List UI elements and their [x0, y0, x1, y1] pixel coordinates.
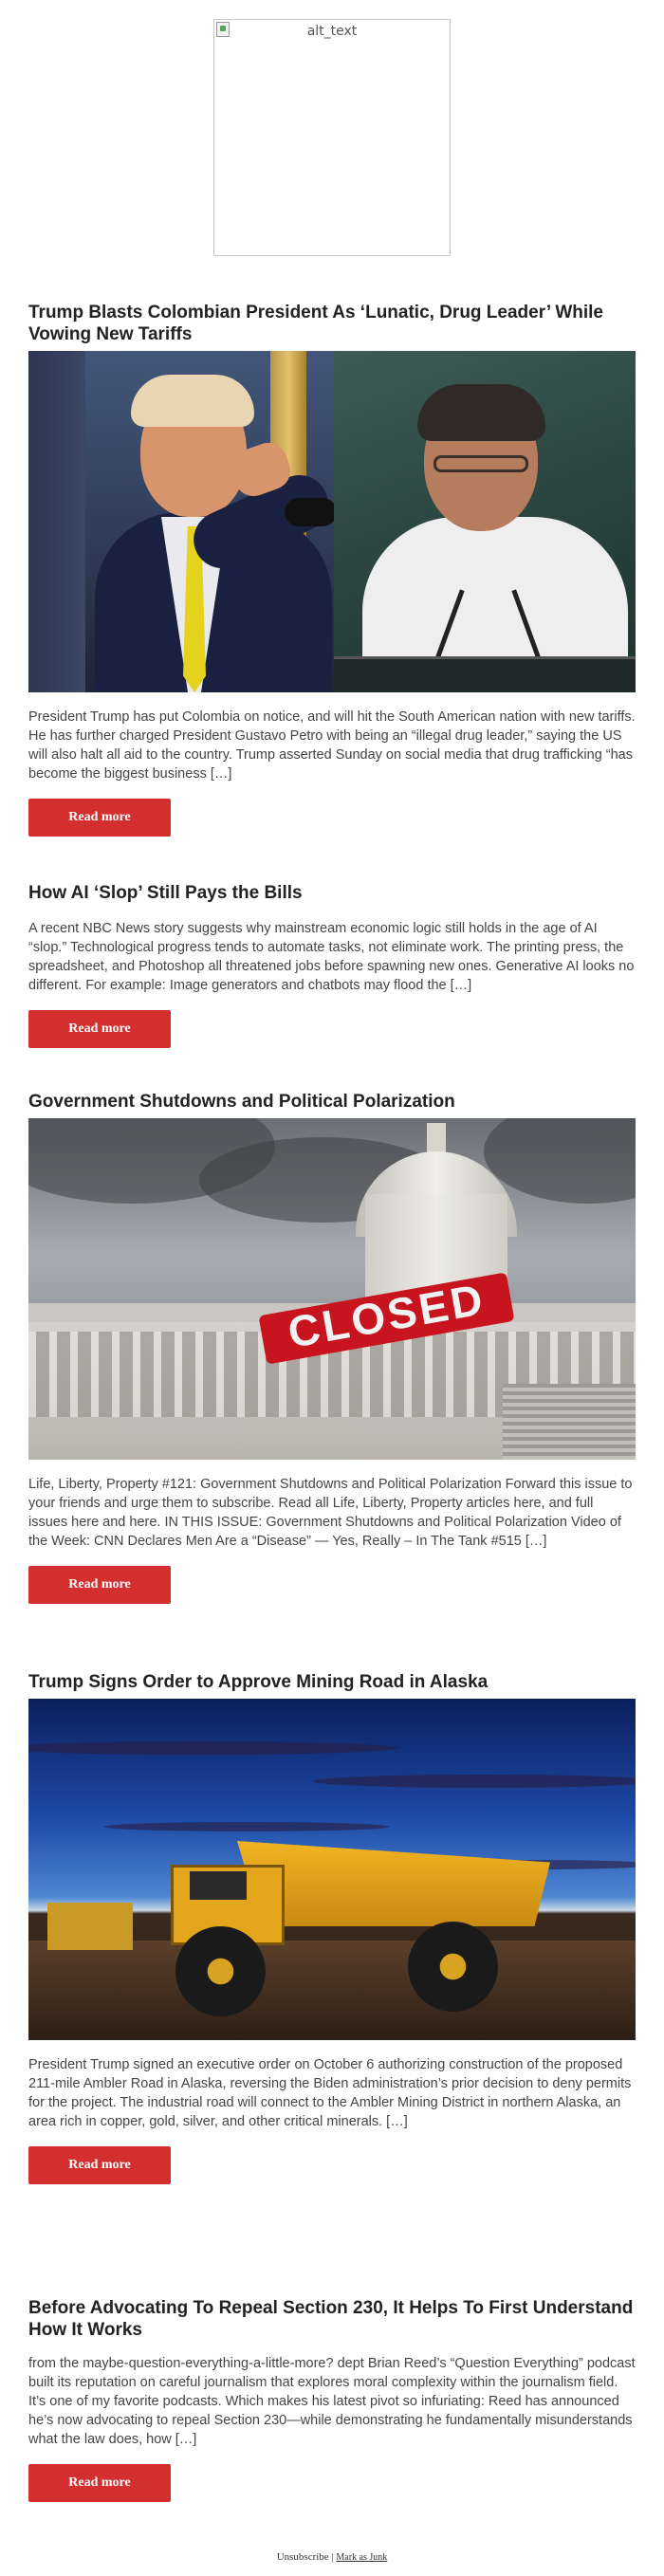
article-image-split-portraits[interactable] — [28, 351, 636, 692]
header-image-alt: alt_text — [306, 24, 358, 39]
article-title[interactable]: Trump Blasts Colombian President As ‘Lunatic, Drug Leader’ While Vowing New Tariffs — [28, 303, 603, 344]
article-title[interactable]: Government Shutdowns and Political Polarization — [28, 1092, 455, 1112]
article-excerpt: Life, Liberty, Property #121: Government Shutdowns and Political Polarization Forward this issue to your friends and urge them to subscribe. Read all Life, Liberty, Property articles here, and full issues here and here. IN THIS ISSUE: Government Shutdowns and Political Polarization Video of the Week: CNN Declares Men Are a “Disease” — Yes, Really – In The Tank #515 […] — [28, 1477, 633, 1549]
read-more-button[interactable]: Read more — [28, 2464, 171, 2502]
article-item — [28, 302, 636, 837]
portrait-left — [28, 351, 334, 692]
article-image-mining-truck[interactable] — [28, 1699, 636, 2040]
read-more-button[interactable]: Read more — [28, 1566, 171, 1604]
article-excerpt: A recent NBC News story suggests why mainstream economic logic still holds in the age of AI “slop.” Technological progress tends to automate tasks, not eliminate work. The printing press, the spreadsheet, and Photoshop all threatened jobs before spawning new ones. Generative AI looks no different. For example: Image generators and chatbots may flood the […] — [28, 921, 635, 993]
article-excerpt: President Trump signed an executive order on October 6 authorizing construction of the proposed 211-mile Ambler Road in Alaska, reversing the Biden administration’s prior decision to deny permits for the project. The industrial road will connect to the Ambler Mining District in northern Alaska, an area rich in copper, gold, silver, and other critical minerals. […] — [28, 2057, 632, 2129]
portrait-right — [334, 351, 636, 692]
article-excerpt: from the maybe-question-everything-a-little-more? dept Brian Reed’s “Question Everything” podcast built its reputation on careful journalism that explores moral complexity within the journalism field. It’s one of my favorite podcasts. Which makes his latest pivot so infuriating: Reed has announced he’s now advocating to repeal Section 230—while demonstrating he fundamentally misunderstands what the law does, how […] — [28, 2356, 636, 2447]
footer-separator: | — [331, 2551, 334, 2563]
article-excerpt: President Trump has put Colombia on notice, and will hit the South American nation with new tariffs. He has further charged President Gustavo Petro with being an “illegal drug leader,” saying the US will also halt all aid to the country. Trump asserted Sunday on social media that drug trafficking “has become the biggest business […] — [28, 709, 636, 782]
article-item — [28, 2297, 636, 2502]
article-image-capitol-closed[interactable] — [28, 1118, 636, 1460]
closed-banner-text: CLOSED — [284, 1274, 489, 1357]
article-title[interactable]: Before Advocating To Repeal Section 230, It Helps To First Understand How It Works — [28, 2298, 634, 2340]
read-more-button[interactable]: Read more — [28, 2146, 171, 2184]
article-title[interactable]: Trump Signs Order to Approve Mining Road in Alaska — [28, 1672, 489, 1692]
article-item — [28, 1091, 636, 1604]
article-item — [28, 1671, 636, 2184]
article-item — [28, 882, 636, 1048]
read-more-button[interactable]: Read more — [28, 799, 171, 837]
footer — [0, 2551, 664, 2563]
header-image — [213, 19, 451, 256]
read-more-button[interactable]: Read more — [28, 1010, 171, 1048]
mark-as-junk-link[interactable]: Mark as Junk — [336, 2552, 388, 2563]
unsubscribe-link[interactable]: Unsubscribe — [276, 2551, 329, 2563]
article-title[interactable]: How AI ‘Slop’ Still Pays the Bills — [28, 883, 303, 903]
